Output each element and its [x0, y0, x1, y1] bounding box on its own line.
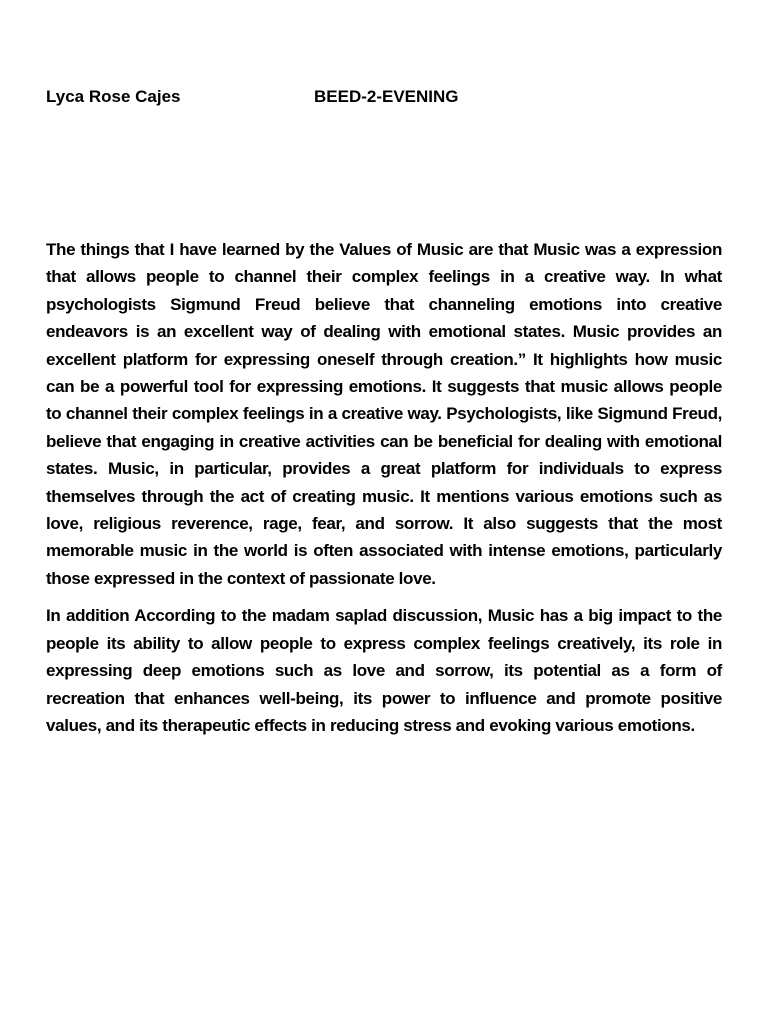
class-section: BEED-2-EVENING [314, 87, 459, 106]
author-name: Lyca Rose Cajes [46, 87, 181, 106]
essay-body [46, 236, 722, 739]
paragraph-2: In addition According to the madam saplad discussion, Music has a big impact to the people its ability to allow people to express complex feelings creatively, its role in expressing deep emotions such as love and sorrow, its potential as a form of recreation that enhances well-being, its power to influence and promote positive values, and its therapeutic effects in reducing stress and evoking various emotions. [46, 606, 722, 735]
paragraph-1: The things that I have learned by the Values of Music are that Music was a expression that allows people to channel their complex feelings in a creative way. In what psychologists Sigmund Freud believe that channeling emotions into creative endeavors is an excellent way of dealing with emotional states. Music provides an excellent platform for expressing oneself through creation.” It highlights how music can be a powerful tool for expressing emotions. It suggests that music allows people to channel their complex feelings in a creative way. Psychologists, like Sigmund Freud, believe that engaging in creative activities can be beneficial for dealing with emotional states. Music, in particular, provides a great platform for individuals to express themselves through the act of creating music. It mentions various emotions such as love, religious reverence, rage, fear, and sorrow. It also suggests that the most memorable music in the world is often associated with intense emotions, particularly those expressed in the context of passionate love. [46, 240, 722, 588]
